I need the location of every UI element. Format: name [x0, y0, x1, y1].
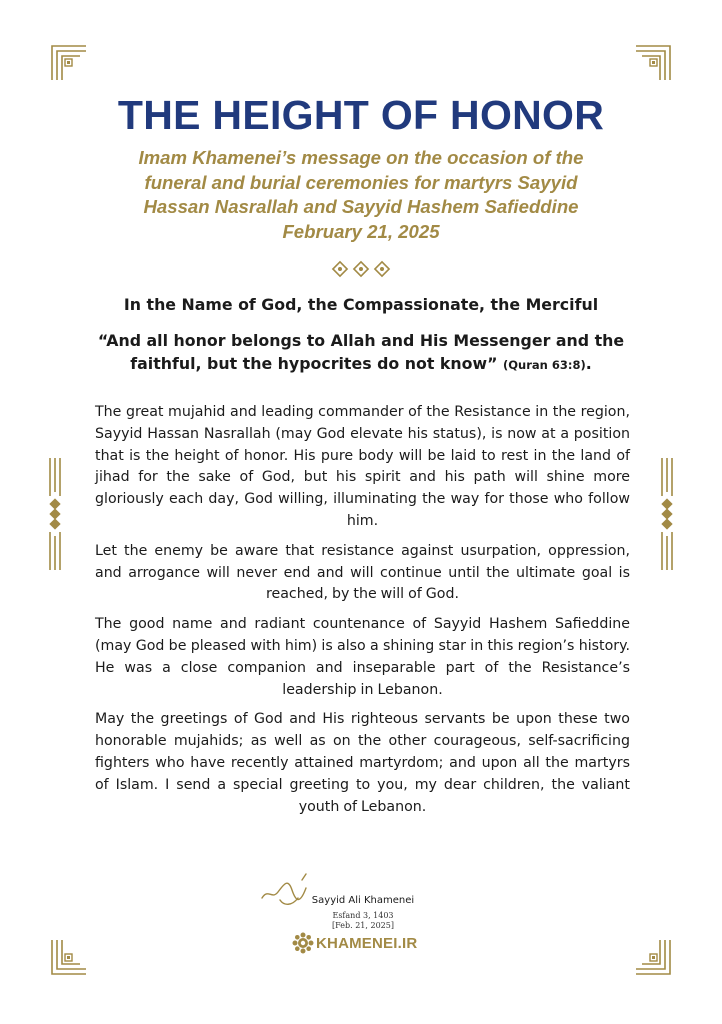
quran-verse — [40, 329, 682, 377]
paragraph: The great mujahid and leading commander of the Resistance in the region, Sayyid Hassan Nasrallah (may God elevate his status), is now at a position that is the height of honor. His pure body will be laid to rest in the land of jihad for the sake of God, but his spirit and his path will shine more gloriously each day, God willing, illuminating the way for those who follow him. — [95, 404, 630, 529]
subtitle-line: funeral and burial ceremonies for martyrs Sayyid — [144, 171, 578, 193]
verse-line-2 — [40, 352, 682, 377]
subtitle-date: February 21, 2025 — [282, 220, 440, 242]
corner-ornament-icon — [636, 44, 672, 80]
diamond-divider — [330, 260, 392, 278]
side-ornament-right — [652, 458, 682, 570]
corner-ornament-top-left — [50, 44, 86, 80]
side-ornament-icon — [652, 458, 682, 570]
khamenei-emblem-icon — [292, 932, 314, 954]
verse-line: “And all honor belongs to Allah and His Messenger and the — [97, 331, 625, 350]
message-body — [95, 402, 630, 826]
subtitle-line: Hassan Nasrallah and Sayyid Hashem Safieddine — [143, 196, 579, 217]
signature-date-persian: Esfand 3, 1403 — [332, 911, 394, 920]
corner-ornament-top-right — [636, 44, 672, 80]
paragraph: May the greetings of God and His righteous servants be upon these two honorable mujahids; as well as on the other courageous, self-sacrificing fighters who have recently attained martyrdom; and upon all the martyrs of Islam. I send a special greeting to you, my dear children, the valiant youth of Lebanon. — [95, 711, 630, 815]
corner-ornament-icon — [50, 44, 86, 80]
side-ornament-icon — [40, 458, 70, 570]
verse-text: faithful, but the hypocrites do not know” — [130, 354, 498, 373]
paragraph: Let the enemy be aware that resistance against usurpation, oppression, and arrogance will never end and will continue until the ultimate goal is reached, by the will of God. — [95, 542, 630, 603]
bismillah-heading: In the Name of God, the Compassionate, the Merciful — [123, 295, 599, 314]
corner-ornament-icon — [50, 940, 86, 976]
verse-end: . — [585, 354, 592, 373]
corner-ornament-bottom-left — [50, 940, 86, 976]
logo-text: KHAMENEI.IR — [316, 934, 418, 952]
signature-name: Sayyid Ali Khamenei — [311, 895, 415, 906]
verse-reference: (Quran 63:8) — [503, 358, 586, 372]
corner-ornament-bottom-right — [636, 940, 672, 976]
paragraph: The good name and radiant countenance of Sayyid Hashem Safieddine (may God be pleased with him) is also a shining star in this region’s history. He was a close companion and inseparable part of the Resistance’s leadership in Lebanon. — [95, 616, 630, 698]
subtitle-line: Imam Khamenei’s message on the occasion of the — [138, 147, 584, 168]
page-title: THE HEIGHT OF HONOR — [117, 92, 605, 138]
khamenei-logo — [292, 932, 417, 954]
corner-ornament-icon — [636, 940, 672, 976]
side-ornament-left — [40, 458, 70, 570]
signature-date-gregorian: [Feb. 21, 2025] — [332, 921, 394, 930]
diamond-divider-icon — [330, 260, 392, 278]
subtitle — [60, 146, 662, 244]
